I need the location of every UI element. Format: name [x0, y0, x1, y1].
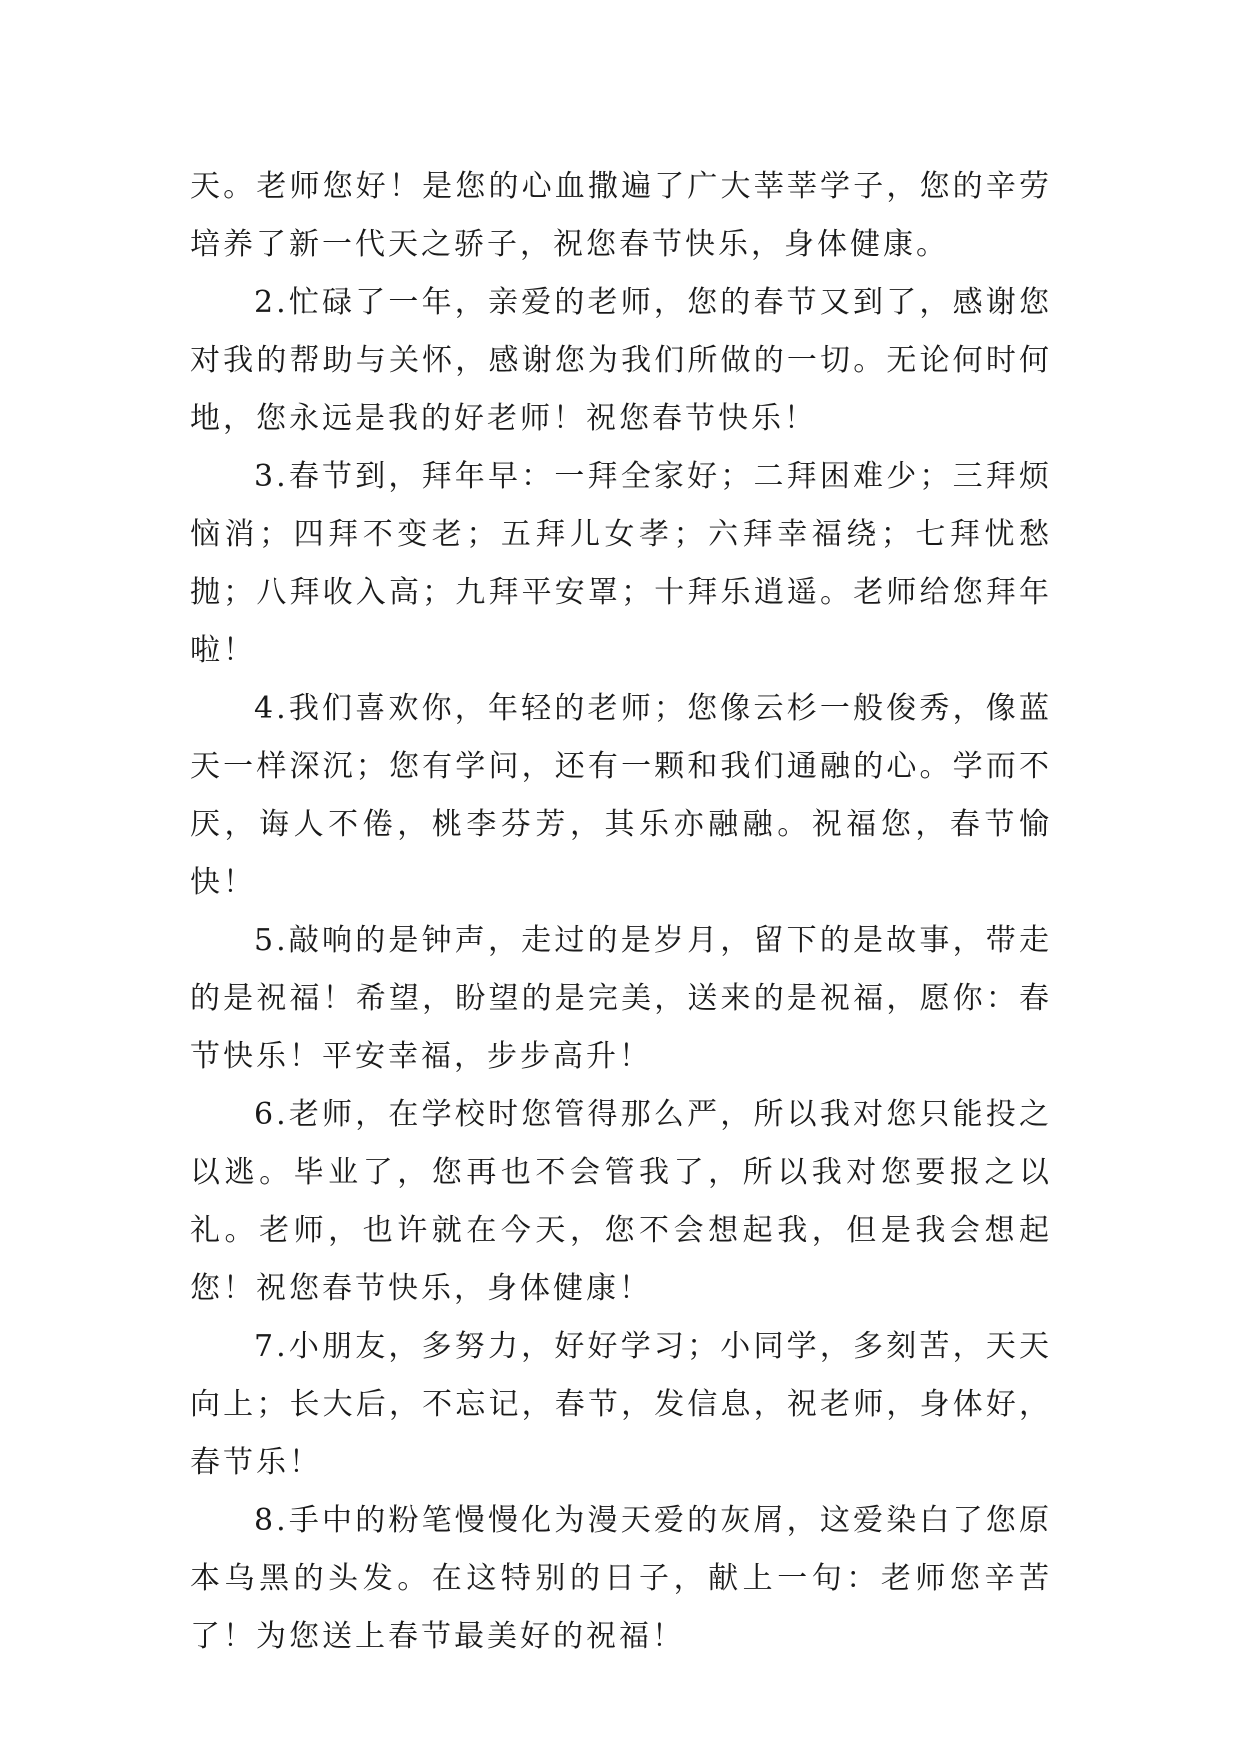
paragraph: 天。老师您好！是您的心血撒遍了广大莘莘学子，您的辛劳培养了新一代天之骄子，祝您春节快乐，身体健康。 [190, 169, 1052, 262]
paragraph: 2.忙碌了一年，亲爱的老师，您的春节又到了，感谢您对我的帮助与关怀，感谢您为我们所做的一切。无论何时何地，您永远是我的好老师！祝您春节快乐！ [190, 285, 1052, 436]
paragraph: 5.敲响的是钟声，走过的是岁月，留下的是故事，带走的是祝福！希望，盼望的是完美，送来的是祝福，愿你：春节快乐！平安幸福，步步高升！ [190, 923, 1052, 1074]
paragraph: 4.我们喜欢你，年轻的老师；您像云杉一般俊秀，像蓝天一样深沉；您有学问，还有一颗和我们通融的心。学而不厌，诲人不倦，桃李芬芳，其乐亦融融。祝福您，春节愉快！ [190, 691, 1052, 900]
paragraph: 6.老师，在学校时您管得那么严，所以我对您只能投之以逃。毕业了，您再也不会管我了，所以我对您要报之以礼。老师，也许就在今天，您不会想起我，但是我会想起您！祝您春节快乐，身体健康！ [190, 1097, 1052, 1306]
paragraph: 3.春节到，拜年早：一拜全家好；二拜困难少；三拜烦恼消；四拜不变老；五拜儿女孝；六拜幸福绕；七拜忧愁抛；八拜收入高；九拜平安罩；十拜乐逍遥。老师给您拜年啦！ [190, 459, 1052, 668]
paragraph: 8.手中的粉笔慢慢化为漫天爱的灰屑，这爱染白了您原本乌黑的头发。在这特别的日子，献上一句：老师您辛苦了！为您送上春节最美好的祝福！ [190, 1503, 1052, 1654]
paragraph: 7.小朋友，多努力，好好学习；小同学，多刻苦，天天向上；长大后，不忘记，春节，发信息，祝老师，身体好，春节乐！ [190, 1329, 1052, 1480]
document-body [190, 158, 1052, 1666]
